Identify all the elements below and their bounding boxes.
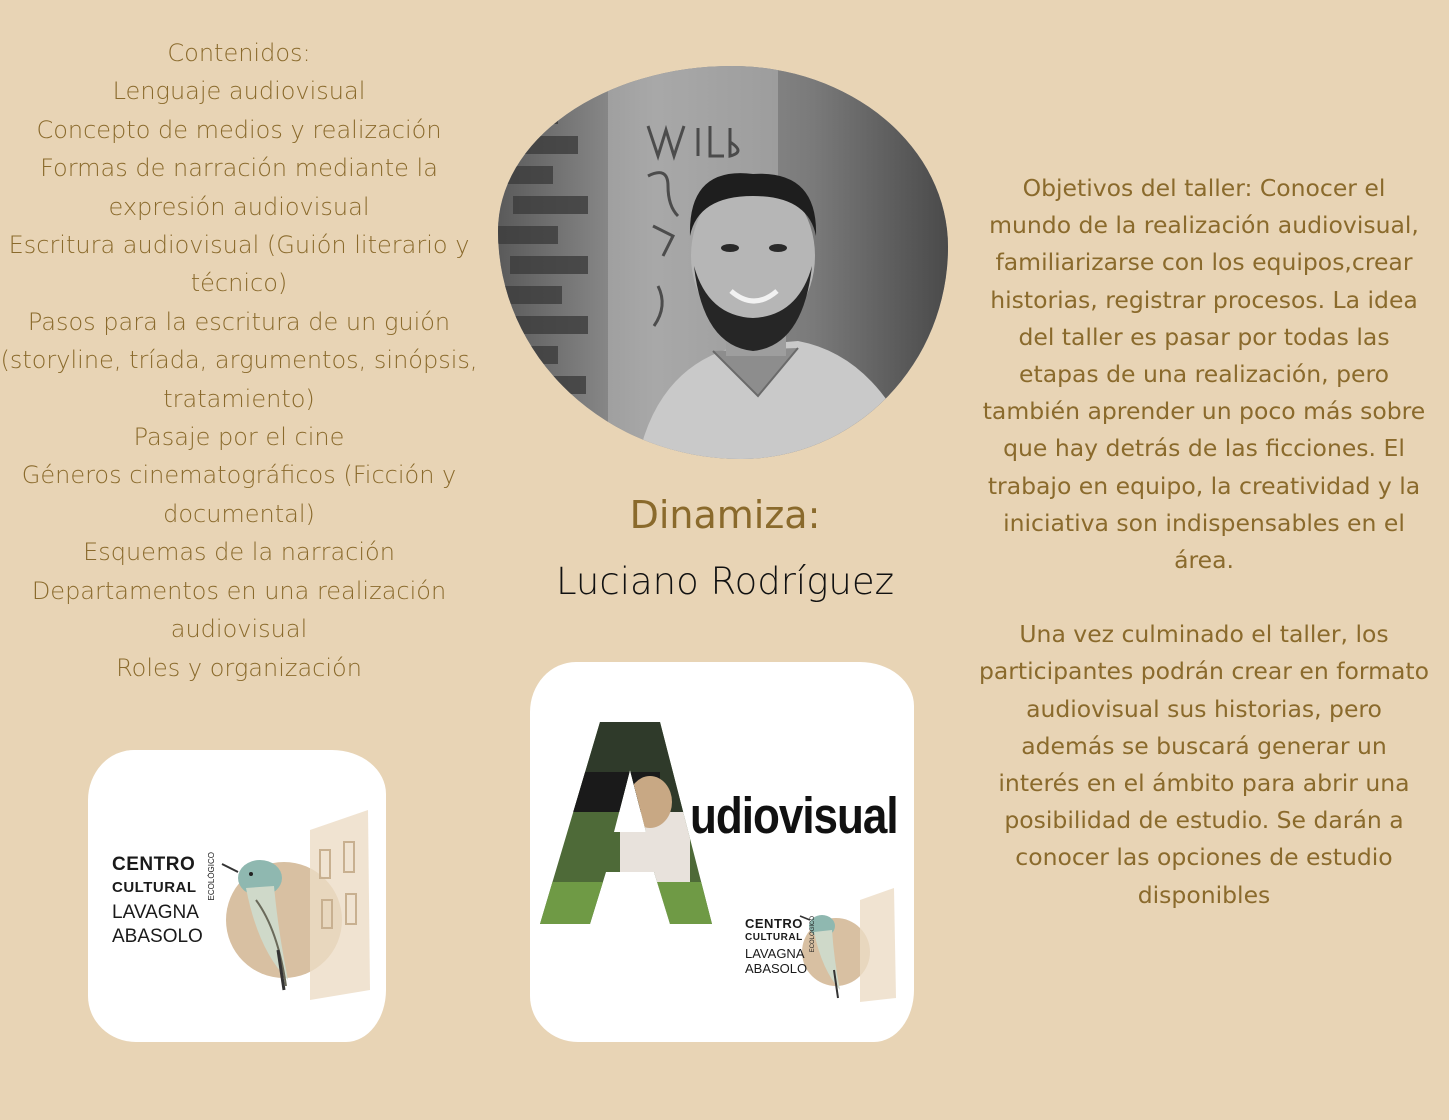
contents-item: Formas de narración mediante la <box>40 154 438 183</box>
objectives-paragraph: Objetivos del taller: Conocer el mundo de la realización audiovisual, familiarizarse con los equipos,crear historias, registrar procesos. La idea del taller es pasar por todas las etapas de una realización, pero también aprender un poco más sobre que hay detrás de las ficciones. El trabajo en equipo, la creatividad y la iniciativa son indispensables en el área. <box>982 174 1426 575</box>
small-logo-cultural: CULTURAL <box>745 932 803 943</box>
small-logo-ecologico: ECOLÓGICO <box>810 916 816 953</box>
contents-item: Concepto de medios y realización <box>36 115 442 144</box>
facilitator-portrait <box>498 66 948 459</box>
contents-item: Lenguaje audiovisual <box>112 77 366 106</box>
contents-item: Géneros cinematográficos (Ficción y <box>21 461 457 490</box>
hummingbird-icon <box>88 750 386 1042</box>
contents-item: Departamentos en una realización <box>31 576 447 605</box>
objectives-text <box>978 170 1430 914</box>
contents-heading: Contenidos: <box>167 39 311 67</box>
logo-ecologico: ECOLÓGICO <box>207 852 216 901</box>
audiovisual-word: udiovisual <box>690 788 898 845</box>
contents-item: Pasaje por el cine <box>133 423 345 452</box>
contents-item: tratamiento) <box>163 384 315 413</box>
contents-item: audiovisual <box>170 615 308 644</box>
contents-item: (storyline, tríada, argumentos, sinópsis, <box>0 346 478 375</box>
contents-item: expresión audiovisual <box>108 192 370 221</box>
contents-list <box>0 34 478 687</box>
logo-centro: CENTRO <box>112 854 196 875</box>
logo-abasolo: ABASOLO <box>112 926 203 947</box>
facilitator-name: Luciano Rodríguez <box>555 560 895 603</box>
outcomes-paragraph: Una vez culminado el taller, los participantes podrán crear en formato audiovisual sus historias, pero además se buscará generar un interés en el ámbito para abrir una posibilidad de estudio. Se darán a conocer las opciones de estudio disponibles <box>978 620 1430 909</box>
small-logo-abasolo: ABASOLO <box>745 961 808 976</box>
logo-lavagna: LAVAGNA <box>112 902 199 923</box>
contents-item: técnico) <box>190 269 288 298</box>
logo-cultural: CULTURAL <box>112 879 197 896</box>
facilitator-label: Dinamiza: <box>629 493 821 537</box>
cultural-center-logo <box>88 750 386 1042</box>
audiovisual-logo-card <box>530 662 914 1042</box>
portrait-photo <box>498 66 948 459</box>
small-logo-lavagna: LAVAGNA <box>745 946 805 961</box>
contents-item: Roles y organización <box>116 653 362 682</box>
contents-item: Escritura audiovisual (Guión literario y <box>8 231 470 260</box>
contents-item: Pasos para la escritura de un guión <box>27 307 451 336</box>
contents-item: documental) <box>163 499 315 528</box>
small-logo-centro: CENTRO <box>745 916 803 931</box>
contents-item: Esquemas de la narración <box>83 538 395 567</box>
